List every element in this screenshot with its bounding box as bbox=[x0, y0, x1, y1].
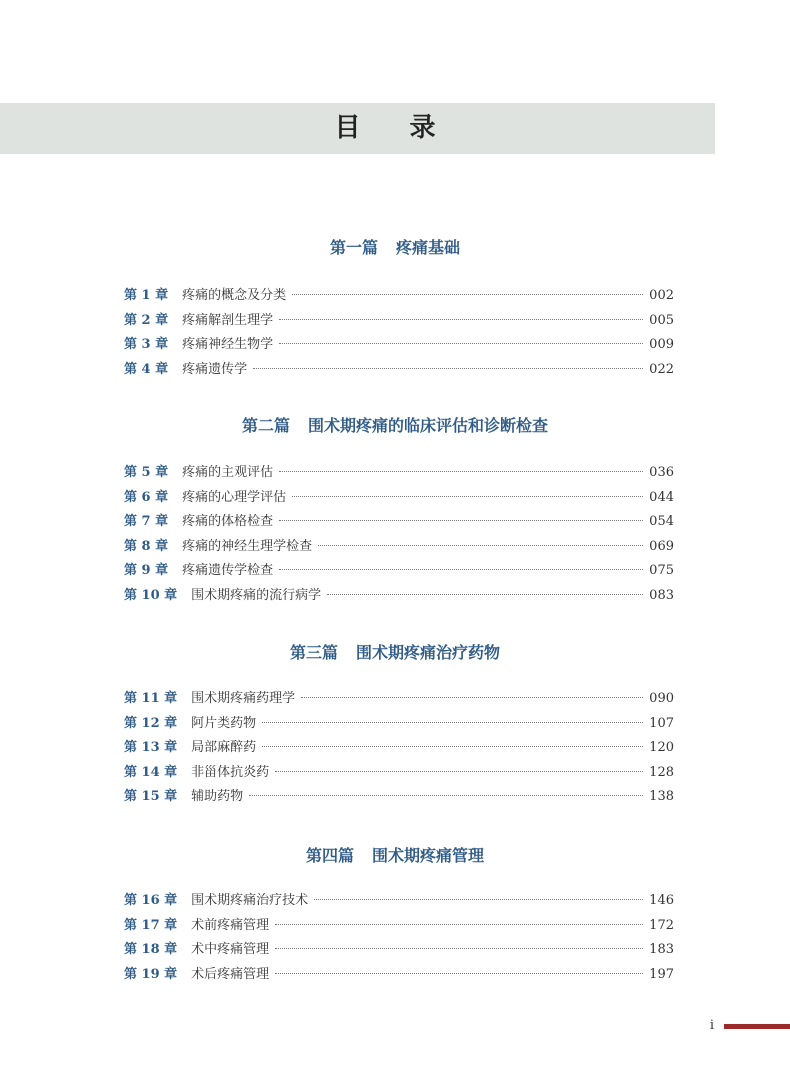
part-heading bbox=[0, 643, 790, 663]
toc-entry[interactable] bbox=[124, 965, 674, 990]
dot-leader bbox=[249, 795, 643, 796]
chapter-number: 第 3 章 bbox=[124, 337, 169, 353]
chapter-title: 疼痛解剖生理学 bbox=[182, 312, 274, 328]
dot-leader bbox=[292, 496, 643, 497]
page-number: 120 bbox=[649, 740, 674, 756]
chapter-number: 第 4 章 bbox=[124, 361, 169, 377]
page-number: 005 bbox=[649, 312, 674, 328]
chapter-number: 第 19 章 bbox=[124, 966, 178, 982]
dot-leader bbox=[318, 545, 643, 546]
toc-list-part-3 bbox=[124, 689, 674, 812]
toc-list-part-2 bbox=[124, 463, 674, 611]
page-number: 022 bbox=[649, 361, 674, 377]
toc-entry[interactable] bbox=[124, 787, 674, 812]
chapter-title: 围术期疼痛的流行病学 bbox=[191, 587, 322, 603]
chapter-number: 第 5 章 bbox=[124, 465, 169, 480]
toc-entry[interactable] bbox=[124, 335, 674, 360]
dot-leader bbox=[327, 594, 643, 595]
toc-entry[interactable] bbox=[124, 488, 674, 513]
dot-leader bbox=[301, 697, 643, 698]
part-title: 围术期疼痛的临床评估和诊断检查 bbox=[308, 416, 549, 435]
page-number: 069 bbox=[649, 538, 674, 554]
toc-entry[interactable] bbox=[124, 916, 674, 941]
chapter-number: 第 16 章 bbox=[124, 893, 178, 908]
chapter-number: 第 2 章 bbox=[124, 312, 169, 328]
page-number: 002 bbox=[649, 288, 674, 303]
page-number: 054 bbox=[649, 514, 674, 530]
chapter-number: 第 9 章 bbox=[124, 563, 169, 579]
part-title: 围术期疼痛治疗药物 bbox=[356, 643, 501, 662]
toc-entry[interactable] bbox=[124, 891, 674, 916]
part-title: 围术期疼痛管理 bbox=[372, 846, 485, 865]
chapter-title: 围术期疼痛药理学 bbox=[191, 691, 296, 706]
folio-accent-bar bbox=[724, 1024, 790, 1029]
page-number: 036 bbox=[649, 465, 674, 480]
toc-list-part-4 bbox=[124, 891, 674, 989]
toc-entry[interactable] bbox=[124, 940, 674, 965]
toc-entry[interactable] bbox=[124, 286, 674, 311]
toc-entry[interactable] bbox=[124, 512, 674, 537]
page-number: 083 bbox=[649, 587, 674, 603]
chapter-number: 第 7 章 bbox=[124, 514, 169, 530]
dot-leader bbox=[279, 343, 643, 344]
dot-leader bbox=[275, 924, 643, 925]
dot-leader bbox=[279, 319, 643, 320]
toc-entry[interactable] bbox=[124, 463, 674, 488]
toc-entry[interactable] bbox=[124, 738, 674, 763]
chapter-number: 第 13 章 bbox=[124, 740, 178, 756]
page-number: 107 bbox=[649, 715, 674, 731]
chapter-title: 围术期疼痛治疗技术 bbox=[191, 893, 309, 908]
page-number: 138 bbox=[649, 789, 674, 805]
chapter-title: 非甾体抗炎药 bbox=[191, 764, 270, 780]
toc-entry[interactable] bbox=[124, 360, 674, 385]
page-number: 009 bbox=[649, 337, 674, 353]
chapter-title: 阿片类药物 bbox=[191, 715, 257, 731]
toc-entry[interactable] bbox=[124, 311, 674, 336]
part-heading bbox=[0, 846, 790, 866]
chapter-title: 疼痛的主观评估 bbox=[182, 465, 274, 480]
toc-entry[interactable] bbox=[124, 561, 674, 586]
page-number: 075 bbox=[649, 563, 674, 579]
chapter-title: 疼痛的体格检查 bbox=[182, 514, 274, 530]
toc-list-part-1 bbox=[124, 286, 674, 384]
part-number: 第二篇 bbox=[241, 416, 290, 435]
page-number: 090 bbox=[649, 691, 674, 706]
chapter-number: 第 1 章 bbox=[124, 288, 169, 303]
page-title: 目 录 bbox=[334, 113, 456, 143]
chapter-number: 第 12 章 bbox=[124, 715, 178, 731]
chapter-number: 第 10 章 bbox=[124, 587, 178, 603]
chapter-number: 第 14 章 bbox=[124, 764, 178, 780]
page-number: 197 bbox=[649, 966, 674, 982]
toc-entry[interactable] bbox=[124, 714, 674, 739]
chapter-title: 疼痛的神经生理学检查 bbox=[182, 538, 313, 554]
part-number: 第四篇 bbox=[305, 846, 354, 865]
part-number: 第一篇 bbox=[329, 238, 378, 257]
dot-leader bbox=[262, 722, 643, 723]
chapter-title: 术后疼痛管理 bbox=[191, 966, 270, 982]
toc-entry[interactable] bbox=[124, 763, 674, 788]
chapter-number: 第 18 章 bbox=[124, 942, 178, 958]
dot-leader bbox=[262, 746, 643, 747]
chapter-title: 术前疼痛管理 bbox=[191, 917, 270, 933]
dot-leader bbox=[279, 569, 643, 570]
folio-page-number: i bbox=[709, 1018, 714, 1033]
part-heading bbox=[0, 238, 790, 258]
chapter-number: 第 15 章 bbox=[124, 789, 178, 805]
part-title: 疼痛基础 bbox=[396, 238, 461, 257]
page-number: 128 bbox=[649, 764, 674, 780]
chapter-title: 疼痛的心理学评估 bbox=[182, 489, 287, 505]
dot-leader bbox=[292, 294, 643, 295]
chapter-title: 局部麻醉药 bbox=[191, 740, 257, 756]
chapter-title: 辅助药物 bbox=[191, 789, 244, 805]
part-number: 第三篇 bbox=[289, 643, 338, 662]
toc-entry[interactable] bbox=[124, 689, 674, 714]
dot-leader bbox=[253, 368, 643, 369]
chapter-number: 第 17 章 bbox=[124, 917, 178, 933]
page-number: 146 bbox=[649, 893, 674, 908]
chapter-number: 第 8 章 bbox=[124, 538, 169, 554]
dot-leader bbox=[279, 471, 643, 472]
title-band bbox=[0, 103, 715, 154]
dot-leader bbox=[275, 948, 643, 949]
page-number: 172 bbox=[649, 917, 674, 933]
toc-entry[interactable] bbox=[124, 537, 674, 562]
toc-entry[interactable] bbox=[124, 586, 674, 611]
dot-leader bbox=[279, 520, 643, 521]
part-heading bbox=[0, 416, 790, 436]
page-number: 044 bbox=[649, 489, 674, 505]
page-number: 183 bbox=[649, 942, 674, 958]
chapter-number: 第 6 章 bbox=[124, 489, 169, 505]
dot-leader bbox=[275, 771, 643, 772]
chapter-number: 第 11 章 bbox=[124, 691, 178, 706]
dot-leader bbox=[314, 899, 643, 900]
dot-leader bbox=[275, 973, 643, 974]
chapter-title: 疼痛神经生物学 bbox=[182, 337, 274, 353]
chapter-title: 疼痛遗传学 bbox=[182, 361, 248, 377]
chapter-title: 疼痛遗传学检查 bbox=[182, 563, 274, 579]
chapter-title: 术中疼痛管理 bbox=[191, 942, 270, 958]
chapter-title: 疼痛的概念及分类 bbox=[182, 288, 287, 303]
